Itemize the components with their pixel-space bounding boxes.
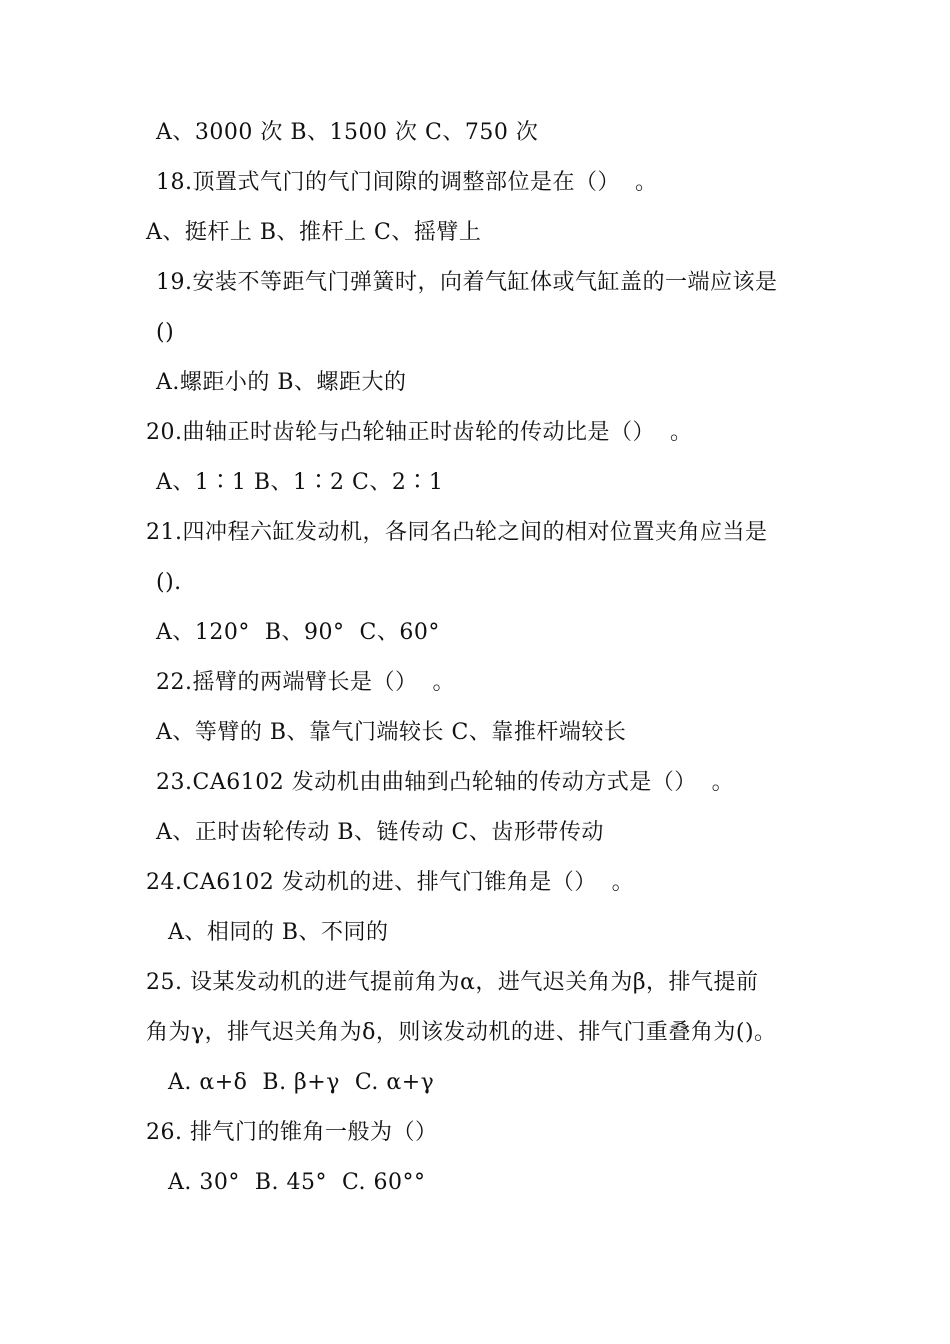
question-line-q21-cont: (). xyxy=(156,570,182,595)
question-line-q19-cont: () xyxy=(156,320,175,345)
option-line-q25: A. α+δ B. β+γ C. α+γ xyxy=(168,1070,435,1095)
question-line-q18: 18.顶置式气门的气门间隙的调整部位是在（） 。 xyxy=(156,170,658,195)
question-line-q22: 22.摇臂的两端臂长是（） 。 xyxy=(156,670,455,695)
option-line-q19: A.螺距小的 B、螺距大的 xyxy=(156,370,407,395)
question-line-q19: 19.安装不等距气门弹簧时，向着气缸体或气缸盖的一端应该是 xyxy=(156,270,778,295)
question-line-q25: 25. 设某发动机的进气提前角为α，进气迟关角为β，排气提前 xyxy=(146,970,759,995)
option-line-q23: A、正时齿轮传动 B、链传动 C、齿形带传动 xyxy=(156,820,604,845)
option-line-q17: A、3000 次 B、1500 次 C、750 次 xyxy=(156,120,539,145)
option-line-q18: A、挺杆上 B、推杆上 C、摇臂上 xyxy=(146,220,482,245)
question-line-q23: 23.CA6102 发动机由曲轴到凸轮轴的传动方式是（） 。 xyxy=(156,770,735,795)
question-line-q25-cont: 角为γ，排气迟关角为δ，则该发动机的进、排气门重叠角为()。 xyxy=(146,1020,777,1045)
option-line-q24: A、相同的 B、不同的 xyxy=(168,920,389,945)
question-line-q24: 24.CA6102 发动机的进、排气门锥角是（） 。 xyxy=(146,870,635,895)
question-line-q26: 26. 排气门的锥角一般为（） xyxy=(146,1120,438,1145)
question-line-q20: 20.曲轴正时齿轮与凸轮轴正时齿轮的传动比是（） 。 xyxy=(146,420,693,445)
option-line-q21: A、120° B、90° C、60° xyxy=(156,620,440,645)
question-line-q21: 21.四冲程六缸发动机，各同名凸轮之间的相对位置夹角应当是 xyxy=(146,520,768,545)
option-line-q20: A、1∶1 B、1∶2 C、2∶1 xyxy=(156,470,444,495)
option-line-q26: A. 30° B. 45° C. 60°° xyxy=(168,1170,426,1195)
option-line-q22: A、等臂的 B、靠气门端较长 C、靠推杆端较长 xyxy=(156,720,627,745)
